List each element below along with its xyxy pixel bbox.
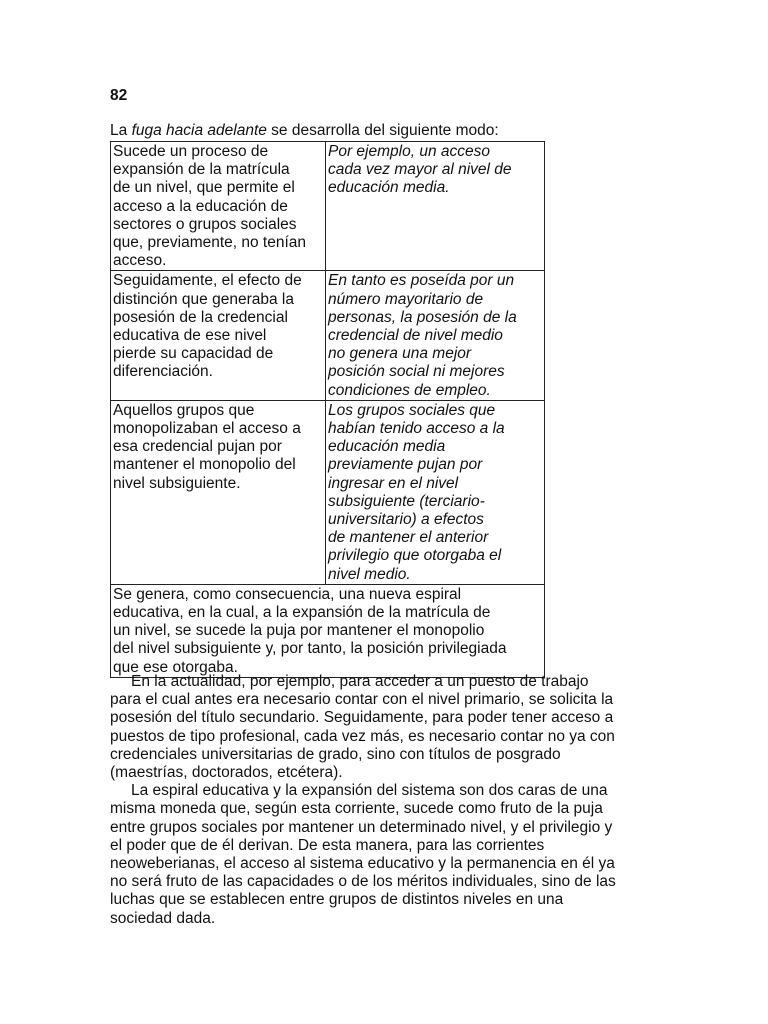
table-cell-example bbox=[326, 271, 545, 400]
table-row bbox=[111, 400, 545, 584]
cell-text-line: distinción que generaba la bbox=[113, 290, 294, 308]
cell-text-line: nivel medio. bbox=[328, 565, 411, 583]
table-cell-example bbox=[326, 142, 545, 271]
cell-text-line: expansión de la matrícula bbox=[113, 161, 290, 179]
cell-text-line: Por ejemplo, un acceso bbox=[328, 143, 490, 160]
cell-text-line: educación media bbox=[328, 438, 446, 456]
cell-text-line: Sucede un proceso de bbox=[113, 143, 269, 160]
paragraph-line: sociedad dada. bbox=[110, 909, 216, 927]
cell-text-line: credencial de nivel medio bbox=[328, 327, 503, 345]
process-table-body bbox=[111, 142, 545, 678]
cell-text-line: un nivel, se sucede la puja por mantener el monopolio bbox=[113, 622, 485, 640]
cell-text-line: condiciones de empleo. bbox=[328, 381, 491, 399]
cell-text-line: posesión de la credencial bbox=[113, 308, 288, 326]
cell-text-line: educativa de ese nivel bbox=[113, 327, 267, 345]
cell-text-line: esa credencial pujan por bbox=[113, 438, 282, 456]
paragraph-line: neoweberianas, el acceso al sistema educativo y la permanencia en él ya bbox=[110, 855, 615, 873]
cell-text-line: Se genera, como consecuencia, una nueva espiral bbox=[113, 585, 462, 603]
paragraph-line: La espiral educativa y la expansión del sistema son dos caras de una bbox=[131, 782, 608, 800]
process-table bbox=[110, 141, 545, 678]
paragraph bbox=[110, 782, 658, 928]
intro-text-after: se desarrolla del siguiente modo: bbox=[266, 122, 499, 139]
cell-text-line: Seguidamente, el efecto de bbox=[113, 272, 302, 290]
cell-text-line: de mantener el anterior bbox=[328, 529, 489, 547]
table-cell-example bbox=[326, 400, 545, 584]
cell-text-line: acceso a la educación de bbox=[113, 197, 288, 215]
paragraph-line: para el cual antes era necesario contar con el nivel primario, se solicita la bbox=[110, 691, 614, 709]
cell-text-line: educativa, en la cual, a la expansión de la matrícula de bbox=[113, 604, 491, 622]
paragraph-line: posesión del título secundario. Seguidamente, para poder tener acceso a bbox=[110, 709, 614, 727]
cell-text-line: sectores o grupos sociales bbox=[113, 215, 297, 233]
cell-text-line: habían tenido acceso a la bbox=[328, 420, 505, 438]
cell-text-line: de un nivel, que permite el bbox=[113, 179, 295, 197]
cell-text-line: pierde su capacidad de bbox=[113, 345, 274, 363]
paragraph-line: En la actualidad, por ejemplo, para acceder a un puesto de trabajo bbox=[131, 673, 589, 690]
cell-text-line: educación media. bbox=[328, 179, 450, 197]
intro-sentence bbox=[110, 121, 499, 141]
cell-text-line: que, previamente, no tenían bbox=[113, 234, 307, 252]
table-cell-description bbox=[111, 271, 326, 400]
paragraph-line: puestos de tipo profesional, cada vez más, es necesario contar no ya con bbox=[110, 727, 615, 745]
cell-text-line: subsiguiente (terciario- bbox=[328, 492, 485, 510]
table-cell-description bbox=[111, 142, 326, 271]
paragraph-line: entre grupos sociales por mantener un determinado nivel, y el privilegio y bbox=[110, 818, 613, 836]
cell-text-line: mantener el monopolio del bbox=[113, 456, 296, 474]
table-row-conclusion bbox=[111, 584, 545, 677]
intro-text-before: La bbox=[110, 122, 132, 139]
cell-text-line: del nivel subsiguiente y, por tanto, la posición privilegiada bbox=[113, 640, 507, 658]
intro-italic-term: fuga hacia adelante bbox=[131, 122, 267, 139]
paragraph-line: credenciales universitarias de grado, sino con títulos de posgrado bbox=[110, 745, 561, 763]
table-cell-description bbox=[111, 400, 326, 584]
paragraph bbox=[110, 673, 658, 782]
table-cell-conclusion bbox=[111, 584, 545, 677]
cell-text-line: Aquellos grupos que bbox=[113, 401, 255, 419]
paragraph-line: no será fruto de las capacidades o de los méritos individuales, sino de las bbox=[110, 873, 616, 891]
table-row bbox=[111, 142, 545, 271]
cell-text-line: personas, la posesión de la bbox=[328, 308, 517, 326]
cell-text-line: monopolizaban el acceso a bbox=[113, 420, 301, 438]
paragraph-line: el poder que de él derivan. De esta manera, para las corrientes bbox=[110, 836, 545, 854]
cell-text-line: posición social ni mejores bbox=[328, 363, 505, 381]
cell-text-line: nivel subsiguiente. bbox=[113, 474, 241, 492]
cell-text-line: privilegio que otorgaba el bbox=[328, 547, 502, 565]
cell-text-line: que ese otorgaba. bbox=[113, 658, 238, 676]
cell-text-line: previamente pujan por bbox=[328, 456, 483, 474]
paragraph-line: luchas que se establecen entre grupos de distintos niveles en una bbox=[110, 891, 564, 909]
cell-text-line: acceso. bbox=[113, 252, 167, 270]
cell-text-line: universitario) a efectos bbox=[328, 511, 484, 529]
table-row bbox=[111, 271, 545, 400]
cell-text-line: número mayoritario de bbox=[328, 290, 484, 308]
paragraph-line: misma moneda que, según esta corriente, sucede como fruto de la puja bbox=[110, 800, 603, 818]
body-text bbox=[110, 673, 658, 928]
cell-text-line: ingresar en el nivel bbox=[328, 474, 459, 492]
cell-text-line: cada vez mayor al nivel de bbox=[328, 161, 512, 179]
cell-text-line: no genera una mejor bbox=[328, 345, 472, 363]
cell-text-line: En tanto es poseída por un bbox=[328, 272, 515, 290]
cell-text-line: Los grupos sociales que bbox=[328, 401, 496, 419]
page-number: 82 bbox=[110, 87, 128, 104]
paragraph-line: (maestrías, doctorados, etcétera). bbox=[110, 764, 343, 782]
cell-text-line: diferenciación. bbox=[113, 363, 213, 381]
